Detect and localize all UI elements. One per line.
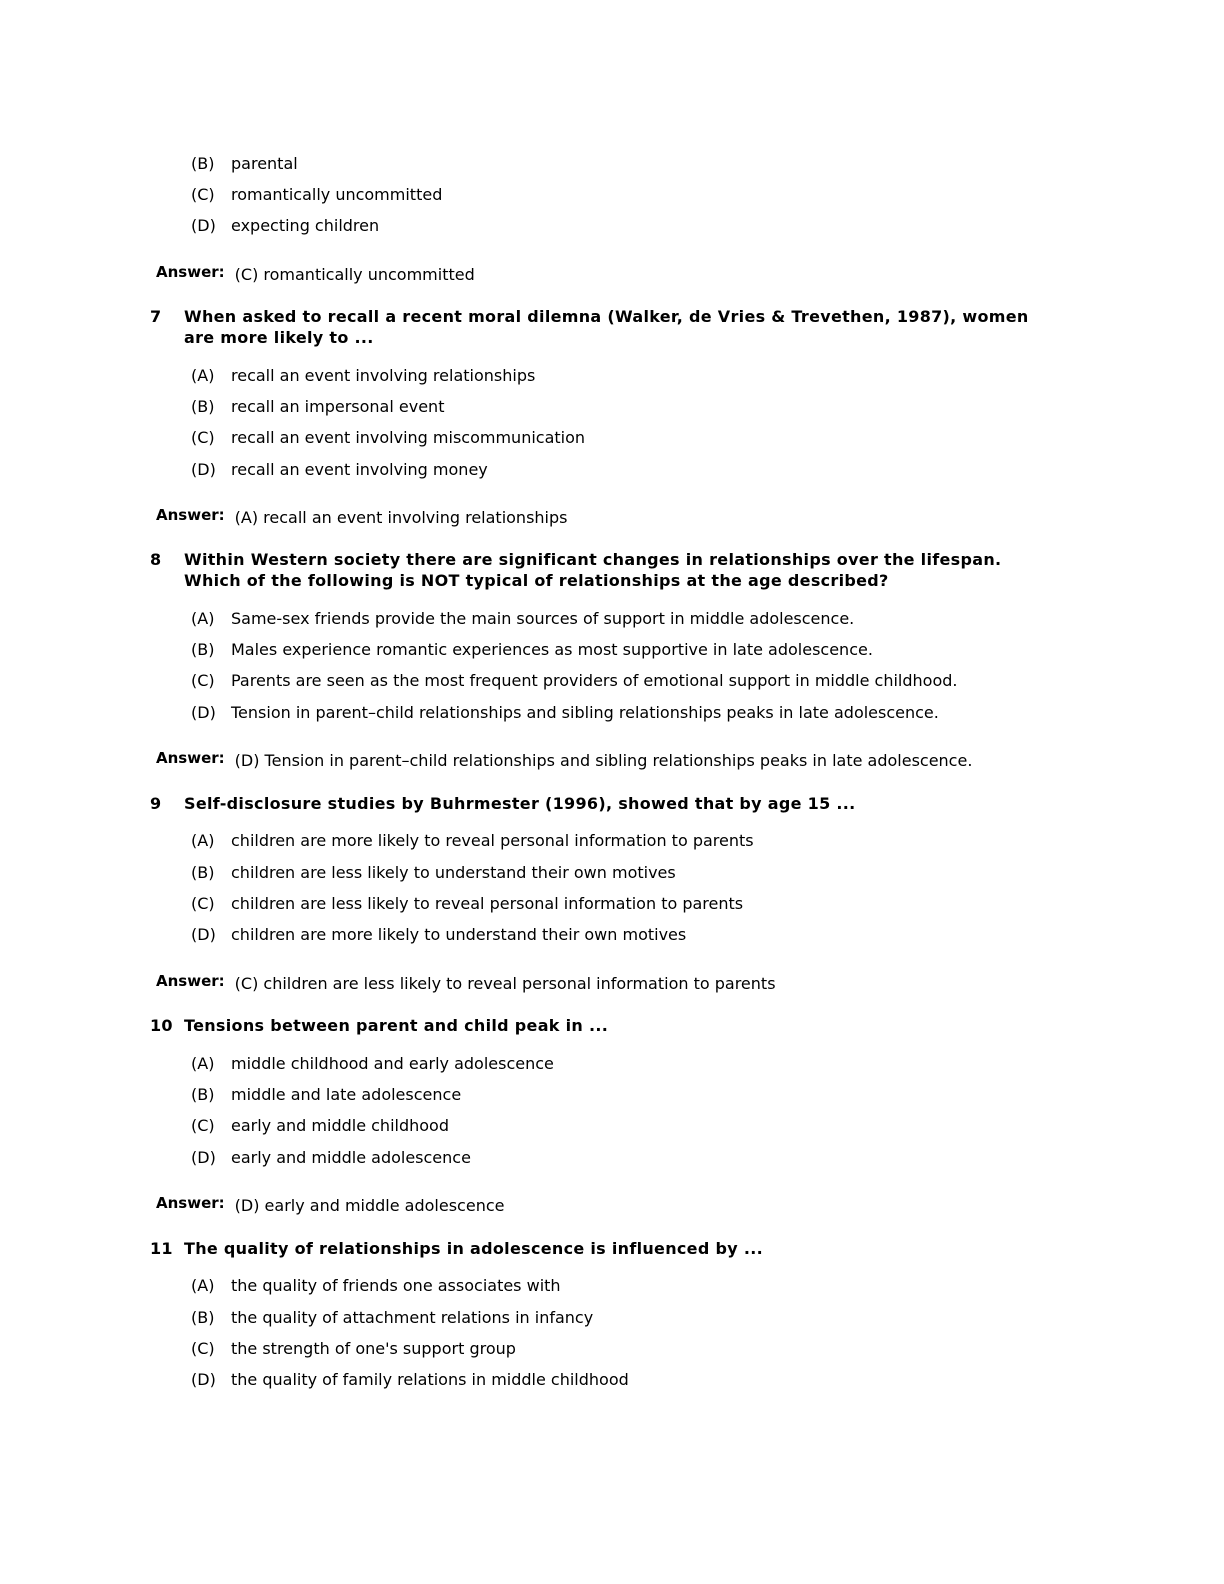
option-text: Tension in parent–child relationships and sibling relationships peaks in late adolescence.	[231, 703, 939, 722]
question	[150, 549, 1054, 591]
answer-line	[156, 974, 776, 994]
option-label: (A)	[191, 1054, 215, 1073]
option-label: (A)	[191, 366, 215, 385]
answer-line	[156, 265, 475, 285]
option-label: (C)	[191, 671, 215, 690]
question	[150, 1238, 1054, 1259]
option-text: the quality of attachment relations in infancy	[231, 1308, 594, 1327]
option	[191, 894, 743, 914]
option-text: expecting children	[231, 216, 380, 235]
option-text: recall an event involving money	[231, 460, 488, 479]
option-text: middle childhood and early adolescence	[231, 1054, 554, 1073]
option-text: children are more likely to understand their own motives	[231, 925, 687, 944]
option	[191, 1308, 593, 1328]
option-text: recall an event involving relationships	[231, 366, 536, 385]
answer-key: Answer:	[156, 749, 225, 767]
option-text: children are less likely to understand their own motives	[231, 863, 676, 882]
option-label: (B)	[191, 397, 215, 416]
option-label: (D)	[191, 925, 216, 944]
option-label: (B)	[191, 154, 215, 173]
question-number: 11	[150, 1239, 173, 1258]
option	[191, 640, 873, 660]
option	[191, 1054, 554, 1074]
question	[150, 793, 1054, 814]
option-label: (D)	[191, 703, 216, 722]
option-label: (C)	[191, 185, 215, 204]
option-text: early and middle adolescence	[231, 1148, 471, 1167]
option-label: (B)	[191, 1085, 215, 1104]
option-label: (A)	[191, 609, 215, 628]
option	[191, 609, 854, 629]
option-text: romantically uncommitted	[231, 185, 443, 204]
option-text: middle and late adolescence	[231, 1085, 462, 1104]
option	[191, 460, 488, 480]
option-text: the quality of friends one associates with	[231, 1276, 561, 1295]
question-text: Tensions between parent and child peak in ...	[184, 1016, 609, 1035]
answer-key: Answer:	[156, 1194, 225, 1212]
option	[191, 1339, 516, 1359]
option-text: Same-sex friends provide the main sources of support in middle adolescence.	[231, 609, 855, 628]
answer-value: (D) early and middle adolescence	[234, 1196, 505, 1215]
option	[191, 703, 939, 723]
answer-value: (C) romantically uncommitted	[234, 265, 475, 284]
answer-line	[156, 751, 972, 771]
answer-value: (A) recall an event involving relationships	[234, 508, 568, 527]
option	[191, 831, 754, 851]
option-label: (B)	[191, 863, 215, 882]
option-label: (A)	[191, 831, 215, 850]
option-text: early and middle childhood	[231, 1116, 449, 1135]
option	[191, 1148, 471, 1168]
question-text: Within Western society there are significant changes in relationships over the lifespan. Which of the following is NOT typical of relationships at the age described?	[184, 550, 1002, 590]
option-text: children are less likely to reveal personal information to parents	[231, 894, 744, 913]
question-number: 9	[150, 794, 162, 813]
option-text: Males experience romantic experiences as most supportive in late adolescence.	[231, 640, 873, 659]
option-text: the strength of one's support group	[231, 1339, 516, 1358]
answer-key: Answer:	[156, 263, 225, 281]
question-text: The quality of relationships in adolescence is influenced by ...	[184, 1239, 763, 1258]
answer-line	[156, 1196, 504, 1216]
option-label: (C)	[191, 1116, 215, 1135]
option-label: (D)	[191, 1148, 216, 1167]
option-text: recall an impersonal event	[231, 397, 445, 416]
option-text: children are more likely to reveal personal information to parents	[231, 831, 754, 850]
answer-value: (D) Tension in parent–child relationships and sibling relationships peaks in late adolescence.	[234, 751, 973, 770]
option-text: Parents are seen as the most frequent providers of emotional support in middle childhood.	[231, 671, 958, 690]
option	[191, 428, 585, 448]
answer-key: Answer:	[156, 506, 225, 524]
question-number: 7	[150, 307, 162, 326]
option	[191, 1276, 561, 1296]
question-number: 8	[150, 550, 162, 569]
option-text: parental	[231, 154, 298, 173]
option-label: (C)	[191, 894, 215, 913]
option	[191, 397, 444, 417]
question	[150, 1015, 1054, 1036]
option-label: (D)	[191, 1370, 216, 1389]
question-number: 10	[150, 1016, 173, 1035]
option	[191, 925, 686, 945]
answer-key: Answer:	[156, 972, 225, 990]
option-label: (D)	[191, 216, 216, 235]
option-label: (A)	[191, 1276, 215, 1295]
question-text: When asked to recall a recent moral dilemna (Walker, de Vries & Trevethen, 1987), women are more likely to ...	[184, 307, 1029, 347]
option	[191, 1370, 629, 1390]
option	[191, 1116, 449, 1136]
question	[150, 306, 1054, 348]
question-text: Self-disclosure studies by Buhrmester (1996), showed that by age 15 ...	[184, 794, 856, 813]
option	[191, 671, 957, 691]
option-label: (C)	[191, 428, 215, 447]
option	[191, 154, 298, 174]
option	[191, 185, 442, 205]
option-label: (B)	[191, 640, 215, 659]
option	[191, 1085, 461, 1105]
option-text: recall an event involving miscommunication	[231, 428, 586, 447]
answer-value: (C) children are less likely to reveal personal information to parents	[234, 974, 776, 993]
option	[191, 366, 535, 386]
option-label: (D)	[191, 460, 216, 479]
answer-line	[156, 508, 567, 528]
option-label: (C)	[191, 1339, 215, 1358]
option	[191, 863, 676, 883]
option-text: the quality of family relations in middle childhood	[231, 1370, 629, 1389]
option-label: (B)	[191, 1308, 215, 1327]
option	[191, 216, 379, 236]
